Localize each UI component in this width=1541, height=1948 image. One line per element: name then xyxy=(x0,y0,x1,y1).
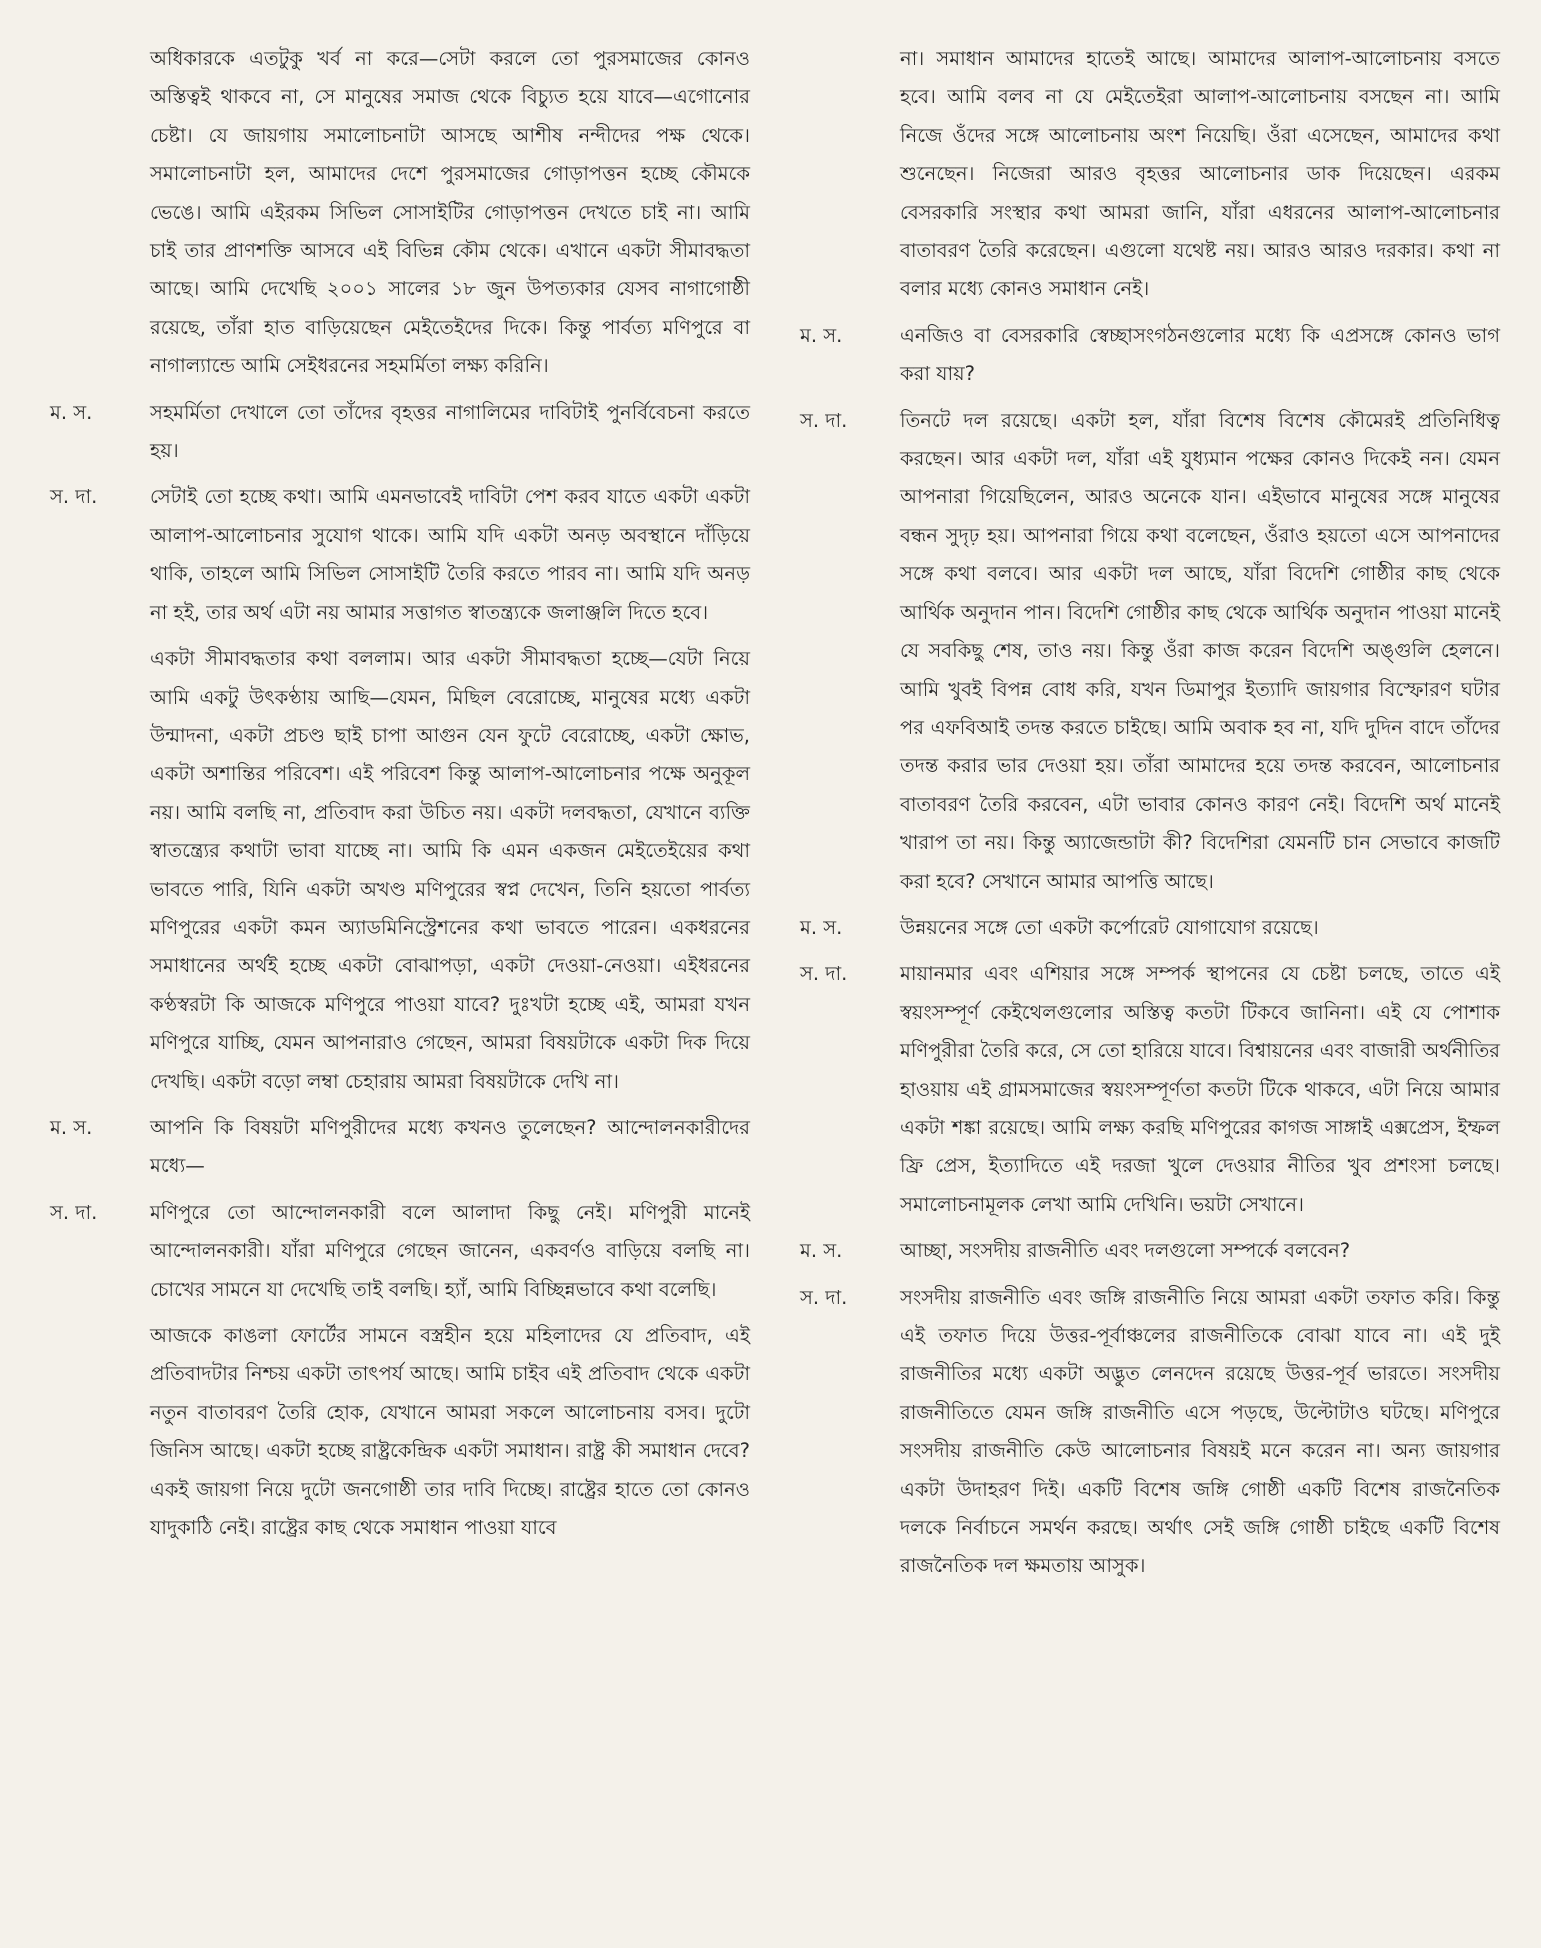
paragraph xyxy=(800,955,1500,1224)
paragraph xyxy=(800,1232,1500,1270)
paragraph-text: না। সমাধান আমাদের হাতেই আছে। আমাদের আলাপ-আলোচনায় বসতে হবে। আমি বলব না যে মেইতেইরা আলাপ-আলোচনায় বসছেন না। আমি নিজে ওঁদের সঙ্গে আলোচনায় অংশ নিয়েছি। ওঁরা এসেছেন, আমাদের কথা শুনেছেন। নিজেরা আরও বৃহত্তর আলোচনার ডাক দিয়েছেন। এরকম বেসরকারি সংস্থার কথা আমরা জানি, যাঁরা এধরনের আলাপ-আলোচনার বাতাবরণ তৈরি করেছেন। এগুলো যথেষ্ট নয়। আরও আরও দরকার। কথা না বলার মধ্যে কোনও সমাধান নেই। xyxy=(900,47,1500,301)
speaker-label: স. দা. xyxy=(800,1285,848,1309)
paragraph-text: সেটাই তো হচ্ছে কথা। আমি এমনভাবেই দাবিটা পেশ করব যাতে একটা একটা আলাপ-আলোচনার সুযোগ থাকে। আমি যদি একটা অনড় অবস্থানে দাঁড়িয়ে থাকি, তাহলে আমি সিভিল সোসাইটি তৈরি করতে পারব না। আমি যদি অনড় না হই, তার অর্থ এটা নয় আমার সত্তাগত স্বাতন্ত্র্যকে জলাঞ্জলি দিতে হবে। xyxy=(150,485,750,624)
paragraph-text: এনজিও বা বেসরকারি স্বেচ্ছাসংগঠনগুলোর মধ্যে কি এপ্রসঙ্গে কোনও ভাগ করা যায়? xyxy=(900,323,1500,386)
paragraph-text: মায়ানমার এবং এশিয়ার সঙ্গে সম্পর্ক স্থাপনের যে চেষ্টা চলছে, তাতে এই স্বয়ংসম্পূর্ণ কেইথেলগুলোর অস্তিত্ব কতটা টিকবে জানিনা। এই যে পোশাক মণিপুরীরা তৈরি করে, সে তো হারিয়ে যাবে। বিশ্বায়নের এবং বাজারী অর্থনীতির হাওয়ায় এই গ্রামসমাজের স্বয়ংসম্পূর্ণতা কতটা টিকে থাকবে, এটা নিয়ে আমার একটা শঙ্কা রয়েছে। আমি লক্ষ্য করছি মণিপুরের কাগজ সাঙ্গাই এক্সপ্রেস, ইম্ফল ফ্রি প্রেস, ইত্যাদিতে এই দরজা খুলে দেওয়ার নীতির খুব প্রশংসা চলছে। সমালোচনামূলক লেখা আমি দেখিনি। ভয়টা সেখানে। xyxy=(900,962,1500,1216)
speaker-label: ম. স. xyxy=(800,1239,843,1263)
paragraph xyxy=(800,1279,1500,1586)
paragraph xyxy=(800,317,1500,394)
paragraph xyxy=(800,909,1500,947)
paragraph-text: উন্নয়নের সঙ্গে তো একটা কর্পোরেট যোগাযোগ রয়েছে। xyxy=(900,915,1319,939)
paragraph-text: আপনি কি বিষয়টা মণিপুরীদের মধ্যে কখনও তুলেছেন? আন্দোলনকারীদের মধ্যে— xyxy=(150,1115,750,1178)
speaker-label: স. দা. xyxy=(800,408,848,432)
paragraph-text: সংসদীয় রাজনীতি এবং জঙ্গি রাজনীতি নিয়ে আমরা একটা তফাত করি। কিন্তু এই তফাত দিয়ে উত্তর-পূর্বাঞ্চলের রাজনীতিকে বোঝা যাবে না। এই দুই রাজনীতির মধ্যে একটা অদ্ভুত লেনদেন রয়েছে উত্তর-পূর্ব ভারতে। সংসদীয় রাজনীতিতে যেমন জঙ্গি রাজনীতি এসে পড়ছে, উল্টোটাও ঘটছে। মণিপুরে সংসদীয় রাজনীতি কেউ আলোচনার বিষয়ই মনে করেন না। অন্য জায়গার একটা উদাহরণ দিই। একটি বিশেষ জঙ্গি গোষ্ঠী একটি বিশেষ রাজনৈতিক দলকে নির্বাচনে সমর্থন করছে। অর্থাৎ সেই জঙ্গি গোষ্ঠী চাইছে একটি বিশেষ রাজনৈতিক দল ক্ষমতায় আসুক। xyxy=(900,1285,1500,1578)
speaker-label: স. দা. xyxy=(800,962,848,986)
speaker-label: ম. স. xyxy=(50,1115,93,1139)
paragraph xyxy=(50,1194,750,1309)
paragraph xyxy=(50,1109,750,1186)
paragraph-text: অধিকারকে এতটুকু খর্ব না করে—সেটা করলে তো পুরসমাজের কোনও অস্তিত্বই থাকবে না, সে মানুষের সমাজ থেকে বিচ্যুত হয়ে যাবে—এগোনোর চেষ্টা। যে জায়গায় সমালোচনাটা আসছে আশীষ নন্দীদের পক্ষ থেকে। সমালোচনাটা হল, আমাদের দেশে পুরসমাজের গোড়াপত্তন হচ্ছে কৌমকে ভেঙে। আমি এইরকম সিভিল সোসাইটির গোড়াপত্তন দেখতে চাই না। আমি চাই তার প্রাণশক্তি আসবে এই বিভিন্ন কৌম থেকে। এখানে একটা সীমাবদ্ধতা আছে। আমি দেখেছি ২০০১ সালের ১৮ জুন উপত্যকার যেসব নাগাগোষ্ঠী রয়েছে, তাঁরা হাত বাড়িয়েছেন মেইতেইদের দিকে। কিন্তু পার্বত্য মণিপুরে বা নাগাল্যান্ডে আমি সেইধরনের সহমর্মিতা লক্ষ্য করিনি। xyxy=(150,47,750,378)
paragraph xyxy=(800,40,1500,309)
paragraph-text: মণিপুরে তো আন্দোলনকারী বলে আলাদা কিছু নেই। মণিপুরী মানেই আন্দোলনকারী। যাঁরা মণিপুরে গেছেন জানেন, একবর্ণও বাড়িয়ে বলছি না। চোখের সামনে যা দেখেছি তাই বলছি। হ্যাঁ, আমি বিচ্ছিন্নভাবে কথা বলেছি। xyxy=(150,1200,750,1301)
paragraph-text: তিনটে দল রয়েছে। একটা হল, যাঁরা বিশেষ বিশেষ কৌমেরই প্রতিনিধিত্ব করছেন। আর একটা দল, যাঁরা এই যুধ্যমান পক্ষের কোনও দিকেই নন। যেমন আপনারা গিয়েছিলেন, আরও অনেকে যান। এইভাবে মানুষের সঙ্গে মানুষের বন্ধন সুদৃঢ় হয়। আপনারা গিয়ে কথা বলেছেন, ওঁরাও হয়তো এসে আপনাদের সঙ্গে কথা বলবে। আর একটা দল আছে, যাঁরা বিদেশি গোষ্ঠীর কাছ থেকে আর্থিক অনুদান পান। বিদেশি গোষ্ঠীর কাছ থেকে আর্থিক অনুদান পাওয়া মানেই যে সবকিছু শেষ, তাও নয়। কিন্তু ওঁরা কাজ করেন বিদেশি অঙ্গুলি হেলনে। আমি খুবই বিপন্ন বোধ করি, যখন ডিমাপুর ইত্যাদি জায়গার বিস্ফোরণ ঘটার পর এফবিআই তদন্ত করতে চাইছে। আমি অবাক হব না, যদি দুদিন বাদে তাঁদের তদন্ত করার ভার দেওয়া হয়। তাঁরা আমাদের হয়ে তদন্ত করবেন, আলোচনার বাতাবরণ তৈরি করবেন, এটা ভাবার কোনও কারণ নেই। বিদেশি অর্থ মানেই খারাপ তা নয়। কিন্তু অ্যাজেন্ডাটা কী? বিদেশিরা যেমনটি চান সেভাবে কাজটি করা হবে? সেখানে আমার আপত্তি আছে। xyxy=(900,408,1500,893)
paragraph-text: আচ্ছা, সংসদীয় রাজনীতি এবং দলগুলো সম্পর্কে বলবেন? xyxy=(900,1239,1351,1263)
right-column xyxy=(800,40,1500,1594)
paragraph-text: আজকে কাঙলা ফোর্টের সামনে বস্ত্রহীন হয়ে মহিলাদের যে প্রতিবাদ, এই প্রতিবাদটার নিশ্চয় একটা তাৎপর্য আছে। আমি চাইব এই প্রতিবাদ থেকে একটা নতুন বাতাবরণ তৈরি হোক, যেখানে আমরা সকলে আলোচনায় বসব। দুটো জিনিস আছে। একটা হচ্ছে রাষ্ট্রকেন্দ্রিক একটা সমাধান। রাষ্ট্র কী সমাধান দেবে? একই জায়গা নিয়ে দুটো জনগোষ্ঠী তার দাবি দিচ্ছে। রাষ্ট্রের হাতে তো কোনও যাদুকাঠি নেই। রাষ্ট্রের কাছ থেকে সমাধান পাওয়া যাবে xyxy=(150,1324,750,1540)
speaker-label: ম. স. xyxy=(800,915,843,939)
speaker-label: স. দা. xyxy=(50,1200,98,1224)
paragraph xyxy=(50,640,750,1101)
paragraph xyxy=(50,40,750,386)
paragraph xyxy=(800,402,1500,901)
speaker-label: স. দা. xyxy=(50,485,98,509)
paragraph xyxy=(50,1317,750,1547)
speaker-label: ম. স. xyxy=(50,400,93,424)
paragraph-text: একটা সীমাবদ্ধতার কথা বললাম। আর একটা সীমাবদ্ধতা হচ্ছে—যেটা নিয়ে আমি একটু উৎকণ্ঠায় আছি—যেমন, মিছিল বেরোচ্ছে, মানুষের মধ্যে একটা উন্মাদনা, একটা প্রচণ্ড ছাই চাপা আগুন যেন ফুটে বেরোচ্ছে, একটা ক্ষোভ, একটা অশান্তির পরিবেশ। এই পরিবেশ কিন্তু আলাপ-আলোচনার পক্ষে অনুকূল নয়। আমি বলছি না, প্রতিবাদ করা উচিত নয়। একটা দলবদ্ধতা, যেখানে ব্যক্তি স্বাতন্ত্র্যের কথাটা ভাবা যাচ্ছে না। আমি কি এমন একজন মেইতেইয়ের কথা ভাবতে পারি, যিনি একটা অখণ্ড মণিপুরের স্বপ্ন দেখেন, তিনি হয়তো পার্বত্য মণিপুরের একটা কমন অ্যাডমিনিস্ট্রেশনের কথা ভাবতে পারেন। একধরনের সমাধানের অর্থই হচ্ছে একটা বোঝাপড়া, একটা দেওয়া-নেওয়া। এইধরনের কণ্ঠস্বরটা কি আজকে মণিপুরে পাওয়া যাবে? দুঃখটা হচ্ছে এই, আমরা যখন মণিপুরে যাচ্ছি, যেমন আপনারাও গেছেন, আমরা বিষয়টাকে একটা দিক দিয়ে দেখছি। একটা বড়ো লম্বা চেহারায় আমরা বিষয়টাকে দেখি না। xyxy=(150,647,750,1093)
paragraph xyxy=(50,394,750,471)
paragraph-text: সহমর্মিতা দেখালে তো তাঁদের বৃহত্তর নাগালিমের দাবিটাই পুনর্বিবেচনা করতে হয়। xyxy=(150,400,750,463)
speaker-label: ম. স. xyxy=(800,323,843,347)
left-column xyxy=(50,40,750,1555)
paragraph xyxy=(50,478,750,632)
